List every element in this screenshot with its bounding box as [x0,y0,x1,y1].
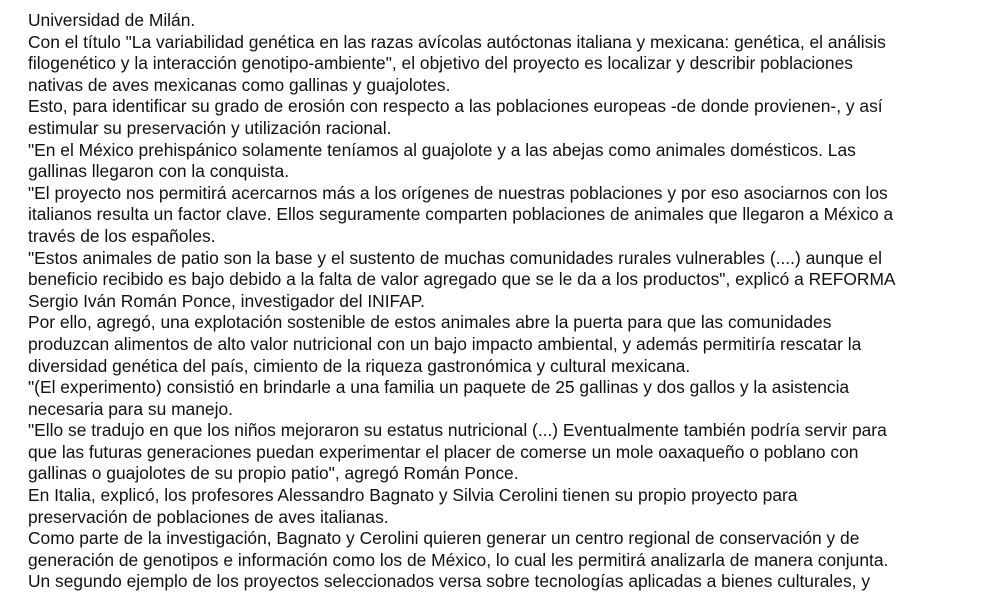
text-line: italianos resulta un factor clave. Ellos seguramente comparten poblaciones de animales que llegaron a México a [28,204,894,225]
text-line: nativas de aves mexicanas como gallinas y guajolotes. [28,74,451,95]
text-line: produzcan alimentos de alto valor nutricional con un bajo impacto ambiental, y además permitiría rescatar la [28,333,862,354]
text-line: filogenético y la interacción genotipo-ambiente", el objetivo del proyecto es localizar y describir poblaciones [28,53,853,74]
text-line: gallinas o guajolotes de su propio patio", agregó Román Ponce. [28,463,519,484]
text-line: Universidad de Milán. [28,10,196,30]
text-line: Como parte de la investigación, Bagnato y Cerolini quieren generar un centro regional de conservación y de [28,528,860,549]
text-line: través de los españoles. [28,225,216,246]
text-line: que las futuras generaciones puedan experimentar el placer de comerse un mole oaxaqueño o poblano con [28,441,859,462]
text-line: Esto, para identificar su grado de erosión con respecto a las poblaciones europeas -de donde provienen-, y así [28,96,883,117]
text-line: gallinas llegaron con la conquista. [28,161,290,182]
text-line: Por ello, agregó, una explotación sostenible de estos animales abre la puerta para que las comunidades [28,312,832,333]
text-line: "Ello se tradujo en que los niños mejoraron su estatus nutricional (...) Eventualmente también podría servir para [28,420,887,441]
text-line: "El proyecto nos permitirá acercarnos más a los orígenes de nuestras poblaciones y por eso asociarnos con los [28,182,888,203]
text-line: diversidad genética del país, cimiento de la riqueza gastronómica y cultural mexicana. [28,355,691,376]
text-line: Con el título "La variabilidad genética en las razas avícolas autóctonas italiana y mexicana: genética, el análisis [28,31,886,52]
text-line: Un segundo ejemplo de los proyectos seleccionados versa sobre tecnologías aplicadas a bienes culturales, y [28,571,871,592]
text-line: "(El experimento) consistió en brindarle a una familia un paquete de 25 gallinas y dos gallos y la asistencia [28,377,850,398]
article-body [28,10,993,593]
text-line: generación de genotipos e información como los de México, lo cual les permitirá analizarla de manera conjunta. [28,549,889,570]
text-line: En Italia, explicó, los profesores Alessandro Bagnato y Silvia Cerolini tienen su propio proyecto para [28,485,798,506]
text-line: necesaria para su manejo. [28,398,233,419]
text-line: beneficio recibido es bajo debido a la falta de valor agregado que se le da a los productos", explicó a REFORMA [28,269,896,290]
text-line: preservación de poblaciones de aves italianas. [28,506,389,527]
text-line: estimular su preservación y utilización racional. [28,117,392,138]
text-line: "Estos animales de patio son la base y el sustento de muchas comunidades rurales vulnerables (....) aunque el [28,247,882,268]
text-line: Sergio Iván Román Ponce, investigador del INIFAP. [28,290,425,311]
text-line: "En el México prehispánico solamente teníamos al guajolote y a las abejas como animales domésticos. Las [28,139,856,160]
